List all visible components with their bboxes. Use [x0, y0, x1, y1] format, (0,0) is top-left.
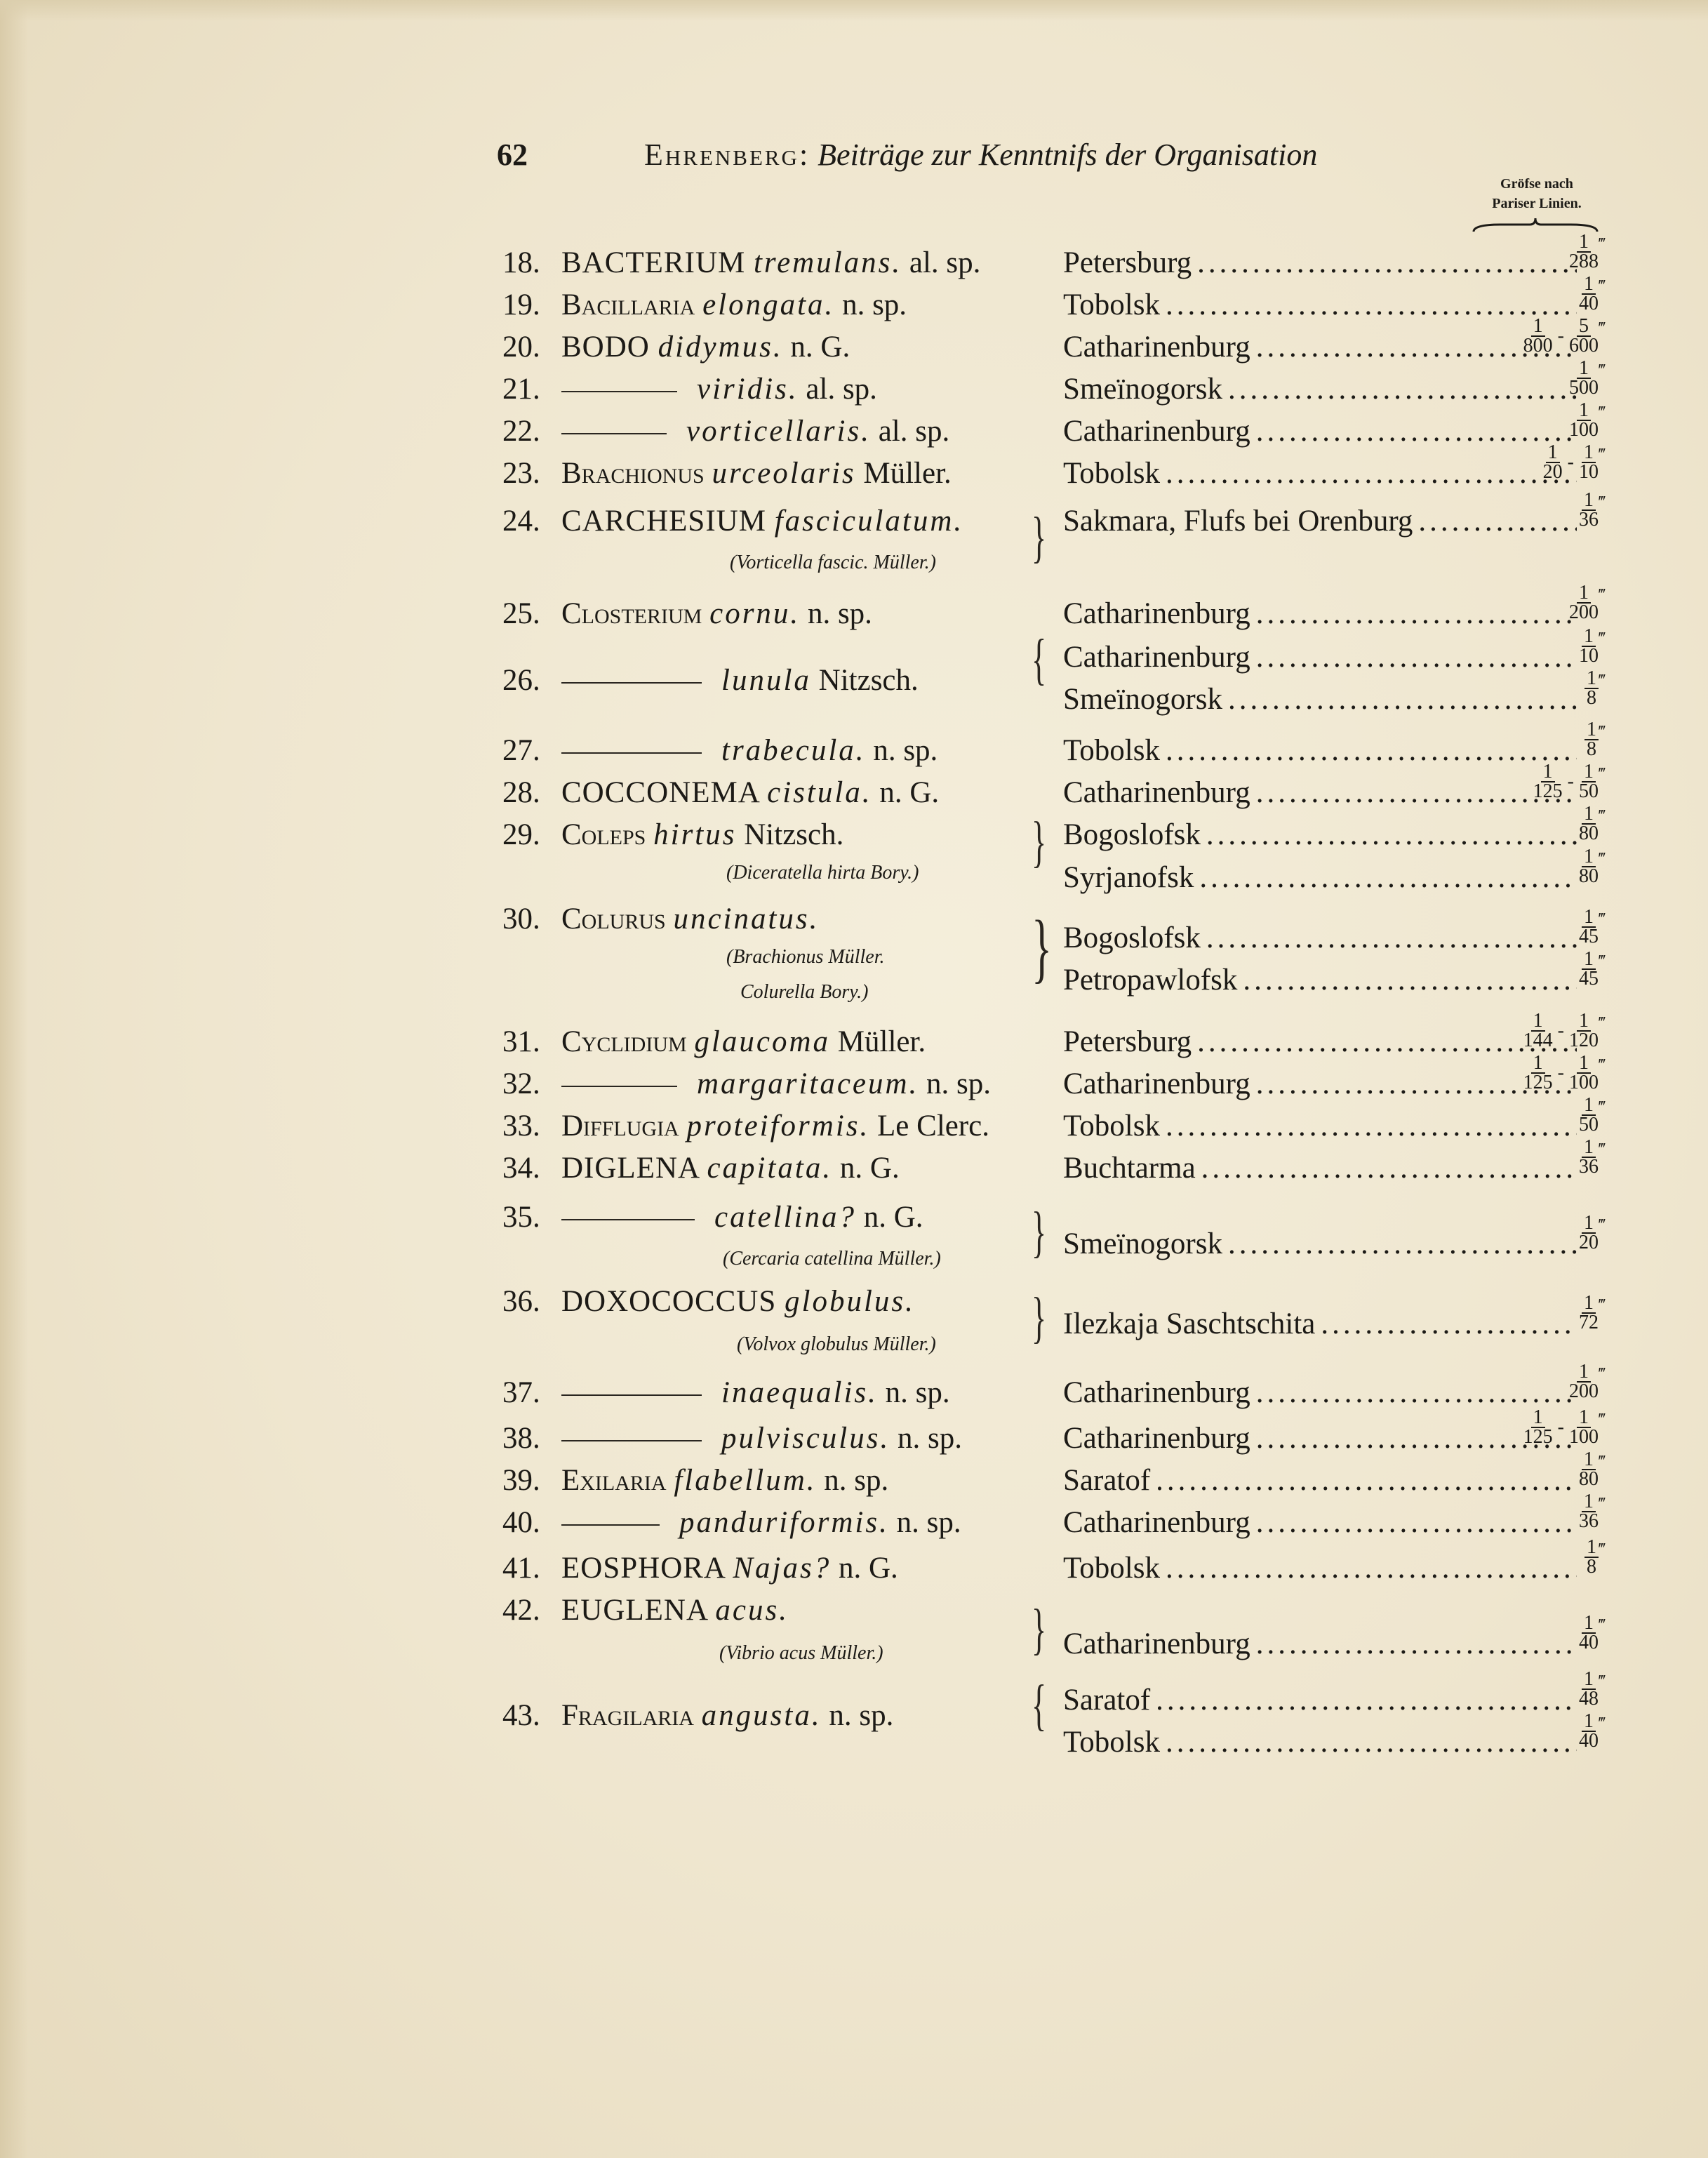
entry-name [561, 414, 949, 448]
location-row [1063, 1421, 1582, 1456]
grouping-brace-icon: } [1032, 1287, 1047, 1349]
grouping-brace-icon: } [1032, 1599, 1047, 1660]
species-note: n. sp. [800, 597, 872, 630]
species-name: glaucoma [694, 1025, 831, 1058]
grouping-brace-icon: { [1032, 629, 1047, 691]
location-row [1063, 1109, 1582, 1143]
location-name: Buchtarma [1063, 1152, 1196, 1185]
species-name: inaequalis. [721, 1376, 878, 1409]
synonym: (Cercaria catellina Müller.) [723, 1248, 941, 1270]
genus-name: Difflugia [561, 1110, 687, 1143]
entry-number: 34. [502, 1152, 540, 1185]
species-name: didymus. [658, 331, 783, 364]
synonym-continued: Colurella Bory.) [740, 981, 869, 1003]
size-value: $\frac{1}{80}$ ‴ [1579, 846, 1606, 887]
entry-name [561, 1025, 926, 1059]
species-name: angusta. [701, 1699, 822, 1732]
entry-name [561, 456, 952, 491]
running-head [644, 137, 1317, 179]
location-row [1063, 1505, 1582, 1540]
entry-name [561, 1463, 888, 1498]
entry-number: 25. [502, 597, 540, 630]
species-name: tremulans. [753, 246, 902, 279]
size-value: $\frac{1}{125}$ - $\frac{1}{50}$ ‴ [1533, 761, 1606, 802]
size-value: $\frac{1}{100}$ ‴ [1569, 399, 1606, 441]
genus-name: Brachionus [561, 457, 712, 490]
entry-number: 29. [502, 818, 540, 851]
species-note: Nitzsch. [810, 664, 919, 697]
species-name: hirtus [653, 818, 737, 851]
grouping-brace-icon: } [1032, 811, 1047, 873]
location-name: Catharinenburg [1063, 1506, 1250, 1539]
page-number: 62 [497, 138, 528, 172]
entry-name [561, 1505, 961, 1540]
location-row [1063, 921, 1582, 955]
grouping-brace-icon: } [1032, 1201, 1047, 1263]
synonym: (Vibrio acus Müller.) [719, 1642, 883, 1664]
location-name: Tobolsk [1063, 457, 1160, 490]
entry-number: 24. [502, 505, 540, 538]
size-value: $\frac{1}{125}$ - $\frac{1}{100}$ ‴ [1523, 1052, 1606, 1093]
entry-number: 40. [502, 1506, 540, 1539]
location-name: Catharinenburg [1063, 415, 1250, 448]
location-row [1063, 1463, 1582, 1498]
species-name: catellina? [714, 1201, 856, 1234]
species-name: viridis. [697, 373, 799, 406]
genus-name: DOXOCOCCUS [561, 1285, 785, 1318]
entry-name [561, 330, 850, 364]
genus-name: Closterium [561, 597, 710, 630]
species-note: Nitzsch. [736, 818, 844, 851]
location-name: Saratof [1063, 1684, 1151, 1717]
grouping-brace-icon: } [1032, 905, 1053, 990]
entry-name [561, 1376, 950, 1410]
size-value: $\frac{1}{36}$ ‴ [1579, 489, 1606, 531]
entry-name [561, 1698, 893, 1733]
page-top-shadow [0, 0, 1708, 21]
location-name: Petropawlofsk [1063, 964, 1238, 997]
entry-number: 35. [502, 1201, 540, 1234]
species-note: n. G. [831, 1552, 898, 1585]
size-value: $\frac{1}{8}$ ‴ [1507, 1538, 1606, 1576]
location-row [1063, 414, 1582, 448]
location-row [1063, 640, 1582, 674]
location-name: Bogoslofsk [1063, 921, 1201, 954]
entry-number: 38. [502, 1422, 540, 1455]
entry-name [561, 902, 819, 936]
genus-name: CARCHESIUM [561, 505, 775, 538]
species-name: proteiformis. [686, 1110, 870, 1143]
entry-name [561, 246, 980, 280]
page-edge-shadow [0, 0, 28, 2158]
location-name: Petersburg [1063, 1025, 1192, 1058]
species-note: n. sp. [821, 1699, 894, 1732]
genus-name: Cyclidium [561, 1025, 695, 1058]
location-name: Sakmara, Flufs bei Orenburg [1063, 505, 1413, 538]
species-note: Müller. [830, 1025, 926, 1058]
location-row [1063, 1307, 1582, 1341]
entry-number: 27. [502, 734, 540, 767]
synonym: (Diceratella hirta Bory.) [726, 862, 919, 884]
location-name: Catharinenburg [1063, 597, 1250, 630]
ditto-dash [561, 1524, 660, 1526]
genus-name: Exilaria [561, 1464, 674, 1497]
species-name: globulus. [785, 1285, 915, 1318]
size-value: $\frac{1}{10}$ ‴ [1579, 625, 1606, 667]
location-name: Bogoslofsk [1063, 818, 1201, 851]
entry-number: 19. [502, 288, 540, 321]
entry-name [561, 1421, 962, 1456]
location-name: Catharinenburg [1063, 1067, 1250, 1100]
species-note: n. sp. [888, 1506, 961, 1539]
location-name: Syrjanofsk [1063, 861, 1194, 894]
entry-number: 36. [502, 1285, 540, 1318]
entry-number: 31. [502, 1025, 540, 1058]
size-value: $\frac{1}{125}$ - $\frac{1}{100}$ ‴ [1523, 1406, 1606, 1448]
species-name: vorticellaris. [686, 415, 871, 448]
size-value: $\frac{1}{40}$ ‴ [1579, 1612, 1606, 1653]
size-value: $\frac{1}{200}$ ‴ [1569, 582, 1606, 623]
species-note: n. sp. [865, 734, 938, 767]
location-name: Smeïnogorsk [1063, 373, 1222, 406]
species-note: n. G. [855, 1201, 923, 1234]
size-value: $\frac{1}{80}$ ‴ [1579, 803, 1606, 844]
location-row [1063, 1025, 1582, 1059]
location-row [1063, 1627, 1582, 1661]
entry-name [561, 733, 938, 768]
location-name: Catharinenburg [1063, 776, 1250, 809]
location-name: Catharinenburg [1063, 1376, 1250, 1409]
species-name: trabecula. [721, 734, 866, 767]
location-row [1063, 1376, 1582, 1410]
entry-number: 23. [502, 457, 540, 490]
entry-name [561, 1067, 991, 1101]
location-row [1063, 1725, 1582, 1759]
size-value: $\frac{1}{36}$ ‴ [1579, 1136, 1606, 1178]
species-name: cornu. [709, 597, 801, 630]
species-name: flabellum. [674, 1464, 817, 1497]
entry-name [561, 663, 919, 698]
species-note: al. sp. [798, 373, 877, 406]
entry-name [561, 372, 877, 406]
entry-number: 26. [502, 664, 540, 697]
size-value: $\frac{1}{40}$ ‴ [1579, 1710, 1606, 1752]
genus-name: BODO [561, 331, 658, 364]
genus-name: Bacillaria [561, 288, 703, 321]
entry-name [561, 1284, 915, 1319]
species-name: panduriformis. [679, 1506, 889, 1539]
location-row [1063, 504, 1582, 538]
location-name: Catharinenburg [1063, 1627, 1250, 1660]
size-value: $\frac{1}{48}$ ‴ [1579, 1668, 1606, 1710]
size-value: $\frac{1}{40}$ ‴ [1579, 273, 1606, 314]
species-note: n. sp. [919, 1067, 992, 1100]
location-name: Smeïnogorsk [1063, 1227, 1222, 1260]
location-name: Saratof [1063, 1464, 1151, 1497]
genus-name: Colurus [561, 903, 674, 935]
synonym: (Brachionus Müller. [726, 946, 885, 968]
location-row [1063, 1151, 1582, 1185]
location-row [1063, 330, 1582, 364]
species-name: pulvisculus. [721, 1422, 890, 1455]
book-title: Beiträge zur Kenntnifs der Organisation [818, 138, 1318, 172]
entry-name [561, 597, 872, 631]
species-name: urceolaris [712, 457, 856, 490]
entry-name [561, 1593, 789, 1627]
synonym: (Vorticella fascic. Müller.) [730, 552, 936, 573]
genus-name: DIGLENA [561, 1152, 707, 1185]
size-value: $\frac{1}{8}$ ‴ [1507, 721, 1606, 759]
species-note: al. sp. [870, 415, 950, 448]
size-value: $\frac{1}{45}$ ‴ [1579, 906, 1606, 947]
location-row [1063, 818, 1582, 852]
entry-number: 30. [502, 903, 540, 935]
genus-name: Fragilaria [561, 1699, 702, 1732]
size-value: $\frac{1}{36}$ ‴ [1579, 1491, 1606, 1532]
location-row [1063, 288, 1582, 322]
size-column-caption-line2: Pariser Linien. [1492, 196, 1582, 211]
location-name: Catharinenburg [1063, 1422, 1250, 1455]
size-value: $\frac{1}{144}$ - $\frac{1}{120}$ ‴ [1523, 1010, 1606, 1051]
location-name: Petersburg [1063, 246, 1192, 279]
location-row [1063, 372, 1582, 406]
genus-name: COCCONEMA [561, 776, 768, 809]
size-value: $\frac{1}{72}$ ‴ [1579, 1292, 1606, 1333]
size-value: $\frac{1}{200}$ ‴ [1569, 1361, 1606, 1402]
genus-name: EOSPHORA [561, 1552, 733, 1585]
species-name: cistula. [767, 776, 872, 809]
size-value: $\frac{1}{50}$ ‴ [1579, 1094, 1606, 1135]
location-name: Tobolsk [1063, 1552, 1160, 1585]
entry-number: 20. [502, 331, 540, 364]
grouping-brace-icon: } [1032, 507, 1047, 568]
size-column-caption [1467, 174, 1607, 213]
size-value: $\frac{1}{288}$ ‴ [1569, 231, 1606, 272]
entry-number: 41. [502, 1552, 540, 1585]
location-row [1063, 246, 1582, 280]
location-name: Tobolsk [1063, 288, 1160, 321]
entry-number: 21. [502, 373, 540, 406]
location-name: Catharinenburg [1063, 641, 1250, 674]
species-name: acus. [715, 1594, 789, 1627]
species-note: n. sp. [890, 1422, 962, 1455]
species-note: n. sp. [816, 1464, 889, 1497]
species-name: elongata. [702, 288, 835, 321]
synonym: (Volvox globulus Müller.) [737, 1333, 936, 1355]
entry-number: 18. [502, 246, 540, 279]
genus-name: Coleps [561, 818, 654, 851]
size-value: $\frac{1}{500}$ ‴ [1569, 357, 1606, 399]
species-name: margaritaceum. [697, 1067, 919, 1100]
size-value: $\frac{1}{45}$ ‴ [1579, 948, 1606, 990]
location-row [1063, 775, 1582, 810]
location-row [1063, 1227, 1582, 1261]
species-name: fasciculatum. [774, 505, 964, 538]
species-note: n. G. [782, 331, 850, 364]
size-value: $\frac{1}{20}$ - $\frac{1}{10}$ ‴ [1542, 441, 1606, 483]
species-note: n. G. [832, 1152, 900, 1185]
species-note: al. sp. [902, 246, 981, 279]
entry-name [561, 504, 963, 538]
size-column-caption-line1: Gröfse nach [1500, 176, 1573, 192]
entry-number: 39. [502, 1464, 540, 1497]
ditto-dash [561, 1219, 695, 1220]
entry-name [561, 1551, 898, 1585]
size-value: $\frac{1}{8}$ ‴ [1507, 670, 1606, 707]
size-value: $\frac{1}{80}$ ‴ [1579, 1448, 1606, 1490]
species-name: lunula [721, 664, 811, 697]
ditto-dash [561, 752, 702, 754]
species-name: capitata. [707, 1152, 833, 1185]
species-note: Le Clerc. [869, 1110, 990, 1143]
entry-name [561, 1151, 900, 1185]
location-row [1063, 1551, 1582, 1585]
species-name: Najas? [733, 1552, 832, 1585]
ditto-dash [561, 391, 677, 392]
species-name: uncinatus. [673, 903, 820, 935]
location-row [1063, 456, 1582, 491]
ditto-dash [561, 1440, 702, 1441]
location-row [1063, 682, 1582, 717]
entry-number: 42. [502, 1594, 540, 1627]
entry-number: 32. [502, 1067, 540, 1100]
location-row [1063, 860, 1582, 895]
author-name: Ehrenberg: [644, 138, 810, 172]
location-name: Ilezkaja Saschtschita [1063, 1307, 1316, 1340]
entry-number: 22. [502, 415, 540, 448]
location-row [1063, 733, 1582, 768]
entry-number: 37. [502, 1376, 540, 1409]
entry-number: 33. [502, 1110, 540, 1143]
entry-name [561, 1109, 989, 1143]
ditto-dash [561, 1394, 702, 1396]
ditto-dash [561, 1086, 677, 1087]
entry-number: 43. [502, 1699, 540, 1732]
location-name: Tobolsk [1063, 1726, 1160, 1759]
entry-number: 28. [502, 776, 540, 809]
entry-name [561, 818, 843, 852]
location-name: Catharinenburg [1063, 331, 1250, 364]
location-name: Tobolsk [1063, 734, 1160, 767]
size-value: $\frac{1}{800}$ - $\frac{5}{600}$ ‴ [1523, 315, 1606, 357]
grouping-brace-icon: { [1032, 1674, 1047, 1736]
location-name: Tobolsk [1063, 1110, 1160, 1143]
entry-name [561, 1200, 923, 1234]
species-note: Müller. [855, 457, 952, 490]
genus-name: EUGLENA [561, 1594, 716, 1627]
ditto-dash [561, 682, 702, 684]
entry-name [561, 775, 939, 810]
species-note: n. sp. [834, 288, 907, 321]
location-row [1063, 1067, 1582, 1101]
ditto-dash [561, 433, 667, 434]
size-value: $\frac{1}{20}$ ‴ [1579, 1212, 1606, 1253]
location-row [1063, 1683, 1582, 1717]
entry-name [561, 288, 907, 322]
species-note: n. sp. [877, 1376, 950, 1409]
genus-name: BACTERIUM [561, 246, 754, 279]
location-row [1063, 597, 1582, 631]
location-name: Smeïnogorsk [1063, 683, 1222, 716]
species-note: n. G. [872, 776, 940, 809]
location-row [1063, 963, 1582, 997]
